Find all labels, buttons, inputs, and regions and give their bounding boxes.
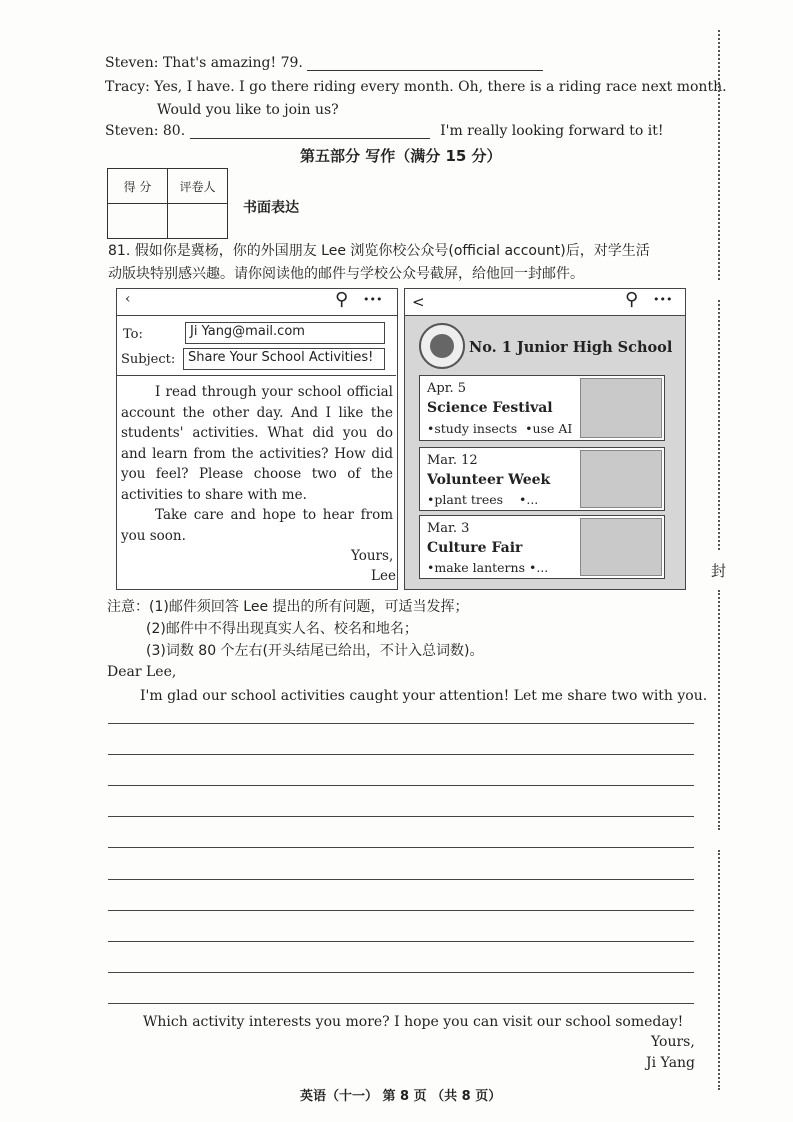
section-subtitle: 书面表达 bbox=[243, 200, 299, 216]
binding-line bbox=[718, 850, 720, 1090]
activity-card[interactable] bbox=[419, 447, 665, 511]
more-icon[interactable]: ••• bbox=[363, 293, 383, 306]
letter-closing: Which activity interests you more? I hope you can visit our school someday! bbox=[143, 1014, 684, 1030]
score-label: 得 分 bbox=[108, 169, 168, 204]
card-items: •study insects •use AI bbox=[427, 421, 573, 436]
note-3: (3)词数 80 个左右(开头结尾已给出，不计入总词数)。 bbox=[146, 643, 484, 659]
school-logo bbox=[419, 323, 465, 369]
school-logo-emblem bbox=[430, 334, 454, 358]
writing-line[interactable] bbox=[108, 723, 694, 724]
page-footer: 英语（十一） 第 8 页 （共 8 页） bbox=[300, 1089, 502, 1104]
subject-field[interactable]: Share Your School Activities! bbox=[183, 348, 385, 370]
note-2: (2)邮件中不得出现真实人名、校名和地名； bbox=[146, 621, 418, 637]
letter-sign-off: Yours, bbox=[651, 1034, 695, 1050]
seal-mark: 封 bbox=[711, 562, 727, 580]
card-items: •plant trees •... bbox=[427, 492, 539, 507]
dialogue-line-1 bbox=[105, 55, 543, 71]
card-title: Science Festival bbox=[427, 400, 553, 416]
binding-line bbox=[718, 30, 720, 280]
card-date: Mar. 12 bbox=[427, 453, 478, 468]
back-icon[interactable]: < bbox=[412, 293, 425, 311]
binding-line bbox=[718, 300, 720, 550]
to-label: To: bbox=[123, 327, 143, 342]
writing-line[interactable] bbox=[108, 816, 694, 817]
to-field[interactable]: Ji Yang@mail.com bbox=[185, 322, 385, 344]
question-number: 80. bbox=[162, 123, 186, 139]
prompt-line-1: 81. 假如你是冀杨，你的外国朋友 Lee 浏览你校公众号(official account)后，对学生活 bbox=[108, 243, 650, 259]
writing-line[interactable] bbox=[108, 910, 694, 911]
prompt-line-2: 动版块特别感兴趣。请你阅读他的邮件与学校公众号截屏，给他回一封邮件。 bbox=[108, 266, 584, 282]
dialogue-line-2 bbox=[105, 79, 727, 95]
activity-card[interactable] bbox=[419, 375, 665, 441]
email-sender: Lee bbox=[371, 568, 396, 584]
email-body-paragraph-2: Take care and hope to hear from you soon. bbox=[121, 507, 393, 544]
email-body-paragraph-1: I read through your school official account the other day. And I like the students' activities. What did you do and learn from the activities? How did you feel? Please choose two of the activities to share with me. bbox=[121, 384, 393, 503]
email-toolbar bbox=[117, 289, 397, 316]
writing-line[interactable] bbox=[108, 972, 694, 973]
activity-photo bbox=[580, 378, 662, 438]
email-sign-off: Yours, bbox=[351, 548, 394, 564]
writing-line[interactable] bbox=[108, 1003, 694, 1004]
school-toolbar bbox=[405, 289, 685, 316]
writing-line[interactable] bbox=[108, 785, 694, 786]
school-account-panel bbox=[404, 288, 686, 590]
speaker-steven: Steven: bbox=[105, 55, 159, 71]
speaker-steven: Steven: bbox=[105, 123, 159, 139]
letter-opening: I'm glad our school activities caught your attention! Let me share two with you. bbox=[140, 688, 708, 704]
school-name: No. 1 Junior High School bbox=[469, 339, 673, 356]
search-icon[interactable]: ⚲ bbox=[625, 289, 639, 310]
dialogue-text: That's amazing! 79. bbox=[162, 55, 303, 71]
search-icon[interactable]: ⚲ bbox=[335, 289, 349, 310]
binding-line bbox=[718, 590, 720, 830]
answer-blank-79[interactable] bbox=[307, 56, 543, 71]
card-title: Culture Fair bbox=[427, 540, 523, 556]
grader-cell[interactable] bbox=[168, 204, 228, 239]
card-items: •make lanterns •... bbox=[427, 560, 549, 575]
score-cell[interactable] bbox=[108, 204, 168, 239]
activity-photo bbox=[580, 450, 662, 508]
speaker-tracy: Tracy: bbox=[105, 79, 150, 95]
writing-line[interactable] bbox=[108, 879, 694, 880]
writing-line[interactable] bbox=[108, 754, 694, 755]
email-panel bbox=[116, 288, 398, 590]
dialogue-text: I'm really looking forward to it! bbox=[440, 123, 664, 139]
score-table bbox=[107, 168, 228, 239]
activity-photo bbox=[580, 518, 662, 576]
card-date: Apr. 5 bbox=[427, 381, 467, 396]
card-date: Mar. 3 bbox=[427, 521, 470, 536]
note-1: 注意：(1)邮件须回答 Lee 提出的所有问题，可适当发挥； bbox=[107, 599, 469, 615]
dialogue-line-4 bbox=[105, 123, 664, 139]
writing-line[interactable] bbox=[108, 847, 694, 848]
answer-blank-80[interactable] bbox=[190, 124, 430, 139]
dialogue-text: Would you like to join us? bbox=[157, 102, 339, 118]
letter-greeting: Dear Lee, bbox=[107, 664, 177, 680]
grader-label: 评卷人 bbox=[168, 169, 228, 204]
back-icon[interactable]: ‹ bbox=[125, 291, 131, 307]
letter-signature: Ji Yang bbox=[646, 1055, 696, 1071]
more-icon[interactable]: ••• bbox=[653, 293, 673, 306]
divider bbox=[117, 375, 396, 376]
subject-label: Subject: bbox=[121, 352, 176, 367]
dialogue-text: Yes, I have. I go there riding every month. Oh, there is a riding race next month. bbox=[154, 79, 727, 95]
writing-line[interactable] bbox=[108, 941, 694, 942]
activity-card[interactable] bbox=[419, 515, 665, 579]
card-title: Volunteer Week bbox=[427, 472, 551, 488]
section-title: 第五部分 写作（满分 15 分） bbox=[300, 147, 502, 165]
